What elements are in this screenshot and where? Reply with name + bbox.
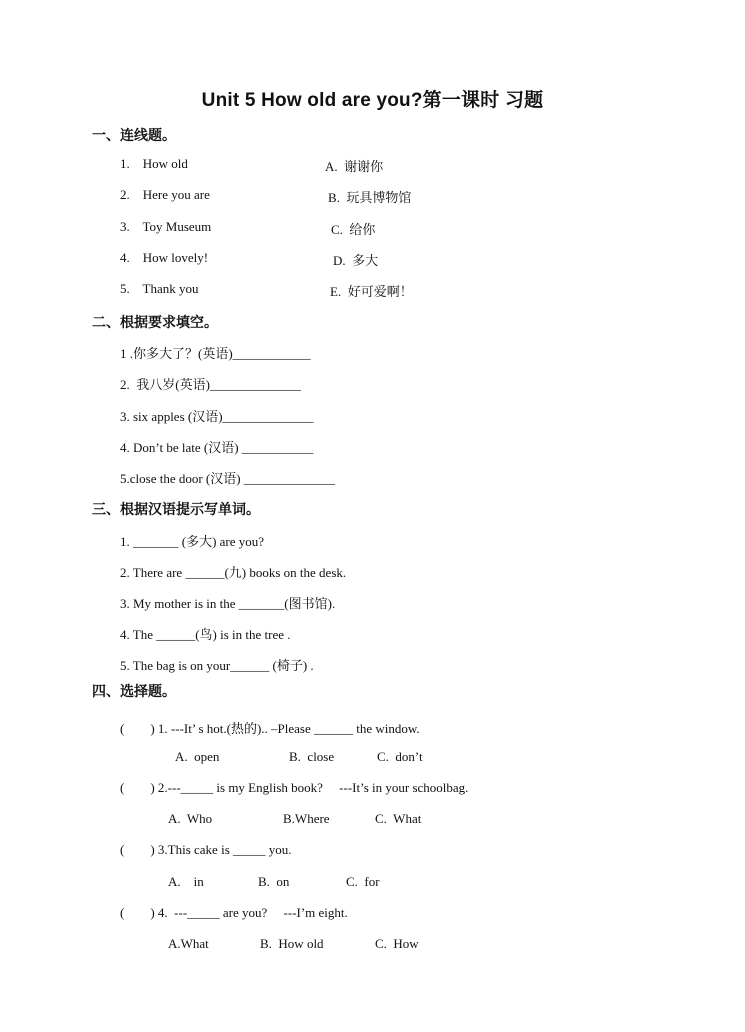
match-right-item: D. 多大 [333,253,379,268]
word-item: 5. The bag is on your______ (椅子) . [120,658,314,673]
fill-blank-item: 5.close the door (汉语) ______________ [120,471,335,486]
section-1-heading: 一、连线题。 [92,128,176,144]
match-left-item: 5. Thank you [120,281,199,296]
match-left-item: 3. Toy Museum [120,219,212,234]
match-right-item: E. 好可爱啊！ [330,284,413,299]
question-option: A. open [175,749,220,764]
word-item: 4. The ______(鸟) is in the tree . [120,627,291,642]
word-item: 1. _______ (多大) are you? [120,534,265,549]
word-item: 2. There are ______(九) books on the desk. [120,565,347,580]
question-stem: ( ) 1. ---It’ s hot.(热的).. –Please ______ the window. [120,721,420,736]
section-2-heading: 二、根据要求填空。 [92,315,218,331]
question-option: A.What [168,936,209,951]
question-option: C. How [375,936,419,951]
fill-blank-item: 1 .你多大了？(英语)____________ [120,346,311,361]
page-title: Unit 5 How old are you?第一课时 习题 [201,90,544,111]
section-3-heading: 三、根据汉语提示写单词。 [92,502,260,518]
question-option: B. on [258,874,290,889]
question-option: C. don’t [377,749,423,764]
fill-blank-item: 4. Don’t be late (汉语) ___________ [120,440,314,455]
question-option: B. close [289,749,335,764]
question-option: A. in [168,874,204,889]
match-right-item: B. 玩具博物馆 [328,190,412,205]
question-option: C. for [346,874,380,889]
question-option: C. What [375,811,422,826]
match-left-item: 2. Here you are [120,187,210,202]
question-stem: ( ) 2.---_____ is my English book? ---It’s in your schoolbag. [120,780,469,795]
match-right-item: C. 给你 [331,222,376,237]
match-left-item: 1. How old [120,156,188,171]
question-option: A. Who [168,811,213,826]
match-left-item: 4. How lovely! [120,250,209,265]
match-right-item: A. 谢谢你 [325,159,384,174]
question-stem: ( ) 3.This cake is _____ you. [120,842,292,857]
question-option: B.Where [283,811,330,826]
word-item: 3. My mother is in the _______(图书馆). [120,596,336,611]
question-option: B. How old [260,936,324,951]
fill-blank-item: 2. 我八岁(英语)______________ [120,377,301,392]
fill-blank-item: 3. six apples (汉语)______________ [120,409,314,424]
section-4-heading: 四、选择题。 [92,684,176,700]
question-stem: ( ) 4. ---_____ are you? ---I’m eight. [120,905,348,920]
